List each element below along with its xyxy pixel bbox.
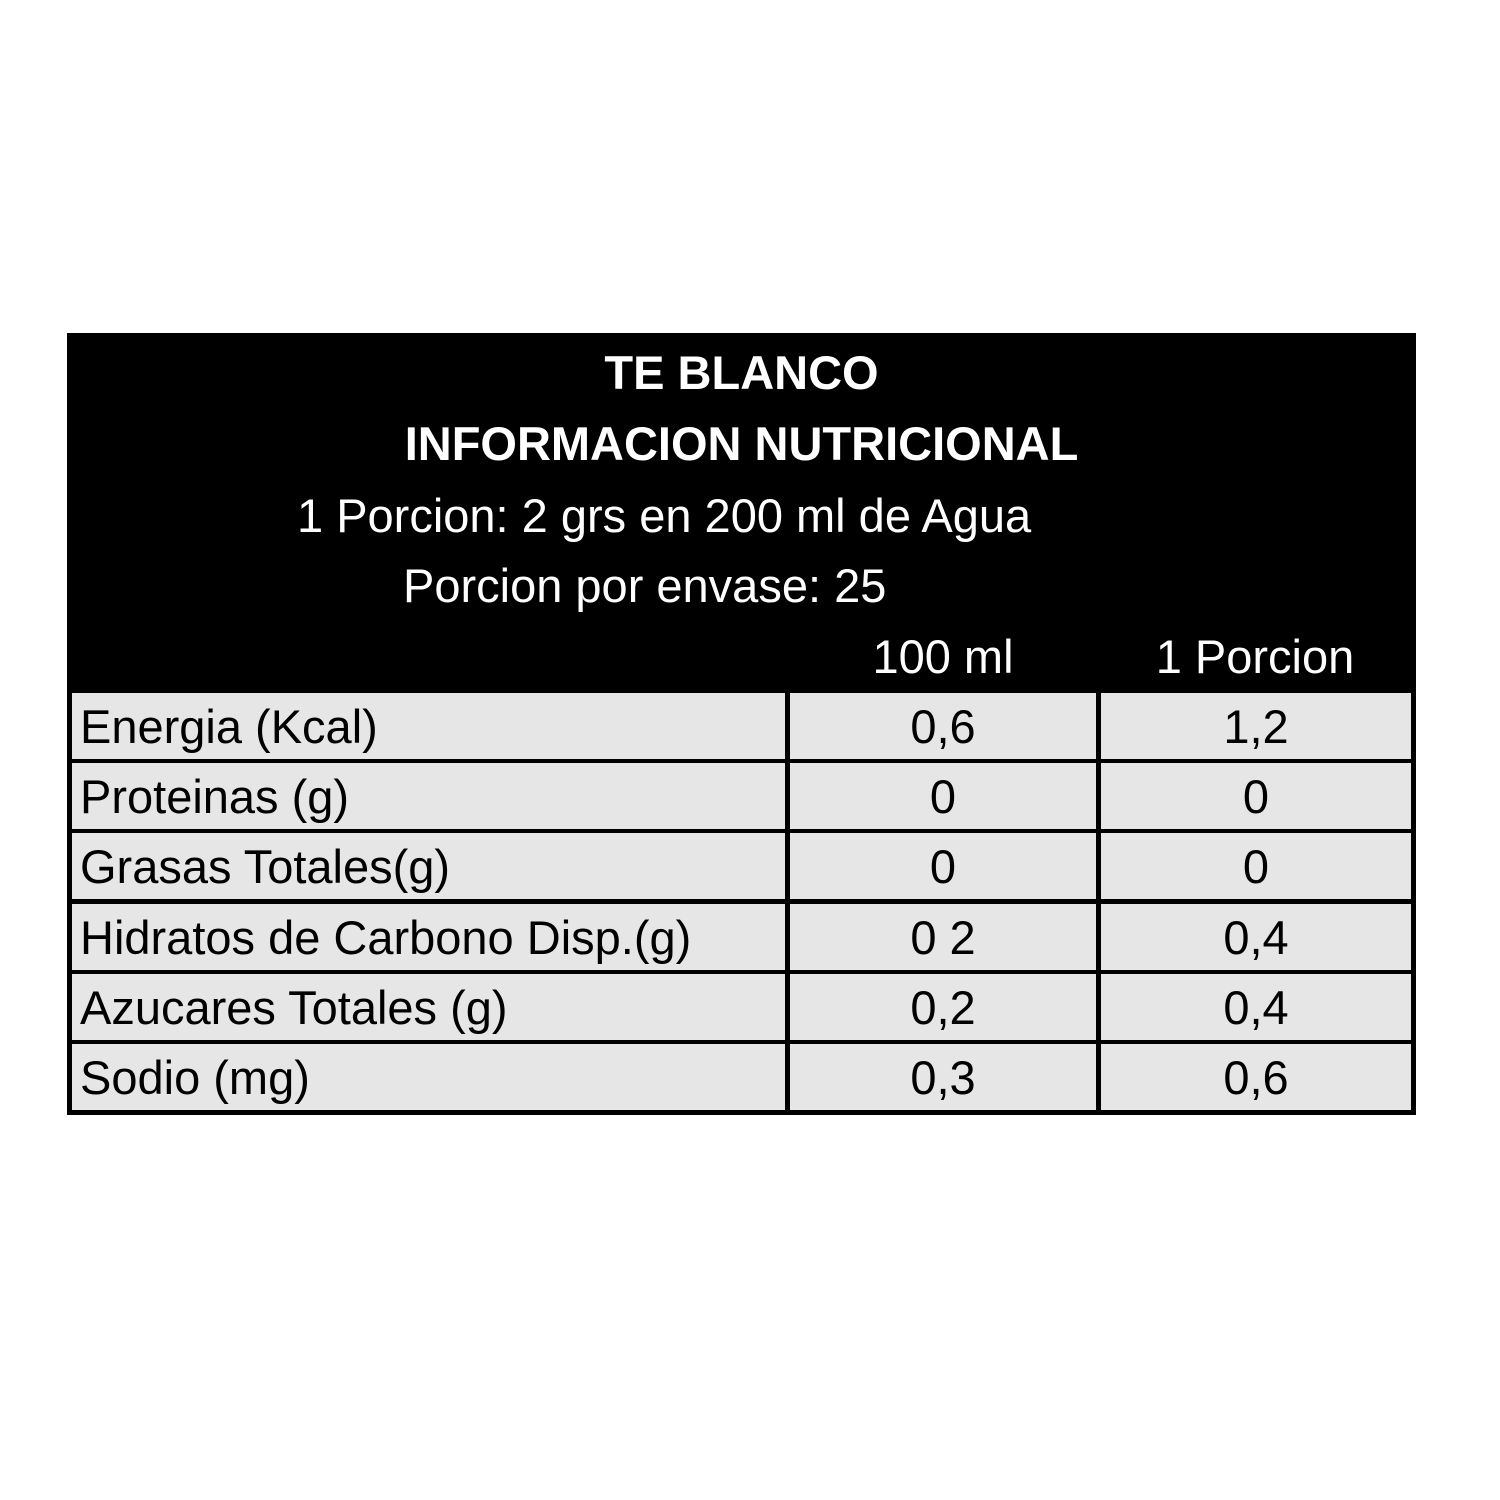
nutrient-name: Energia (Kcal) — [72, 693, 785, 759]
value-per-serving: 0 — [1101, 833, 1411, 899]
value-per-serving: 0 — [1101, 763, 1411, 829]
value-per-100ml: 0,3 — [790, 1044, 1096, 1110]
product-title — [72, 338, 1411, 407]
value-per-100ml: 0,2 — [790, 974, 1096, 1040]
section-title-text: INFORMACION NUTRICIONAL — [404, 417, 1079, 470]
nutrient-name: Azucares Totales (g) — [72, 974, 785, 1040]
table-row-sodio — [72, 1044, 1411, 1110]
nutrient-name: Grasas Totales(g) — [72, 833, 785, 899]
nutrient-name: Sodio (mg) — [72, 1044, 785, 1110]
servings-per-container-text: Porcion por envase: 25 — [403, 558, 887, 612]
table-row-grasas — [72, 833, 1411, 899]
value-per-100ml: 0 — [790, 833, 1096, 899]
section-title — [72, 409, 1411, 478]
column-header-per-serving: 1 Porcion — [1155, 629, 1355, 683]
nutrient-name: Proteinas (g) — [72, 763, 785, 829]
value-per-100ml: 0 2 — [790, 904, 1096, 970]
table-row-hidratos — [72, 904, 1411, 970]
servings-per-container — [72, 551, 1411, 619]
value-per-100ml: 0,6 — [790, 693, 1096, 759]
table-row-energia — [72, 693, 1411, 759]
product-title-text: TE BLANCO — [604, 346, 879, 399]
serving-size — [72, 481, 1411, 549]
nutrition-label — [67, 333, 1416, 1115]
value-per-serving: 0,4 — [1101, 974, 1411, 1040]
value-per-serving: 1,2 — [1101, 693, 1411, 759]
serving-size-text: 1 Porcion: 2 grs en 200 ml de Agua — [297, 488, 1032, 542]
value-per-serving: 0,6 — [1101, 1044, 1411, 1110]
column-header-per-100ml: 100 ml — [872, 629, 1014, 683]
value-per-serving: 0,4 — [1101, 904, 1411, 970]
nutrient-name: Hidratos de Carbono Disp.(g) — [72, 904, 785, 970]
table-row-proteinas — [72, 763, 1411, 829]
value-per-100ml: 0 — [790, 763, 1096, 829]
table-row-azucares — [72, 974, 1411, 1040]
column-header-blank — [72, 621, 785, 691]
